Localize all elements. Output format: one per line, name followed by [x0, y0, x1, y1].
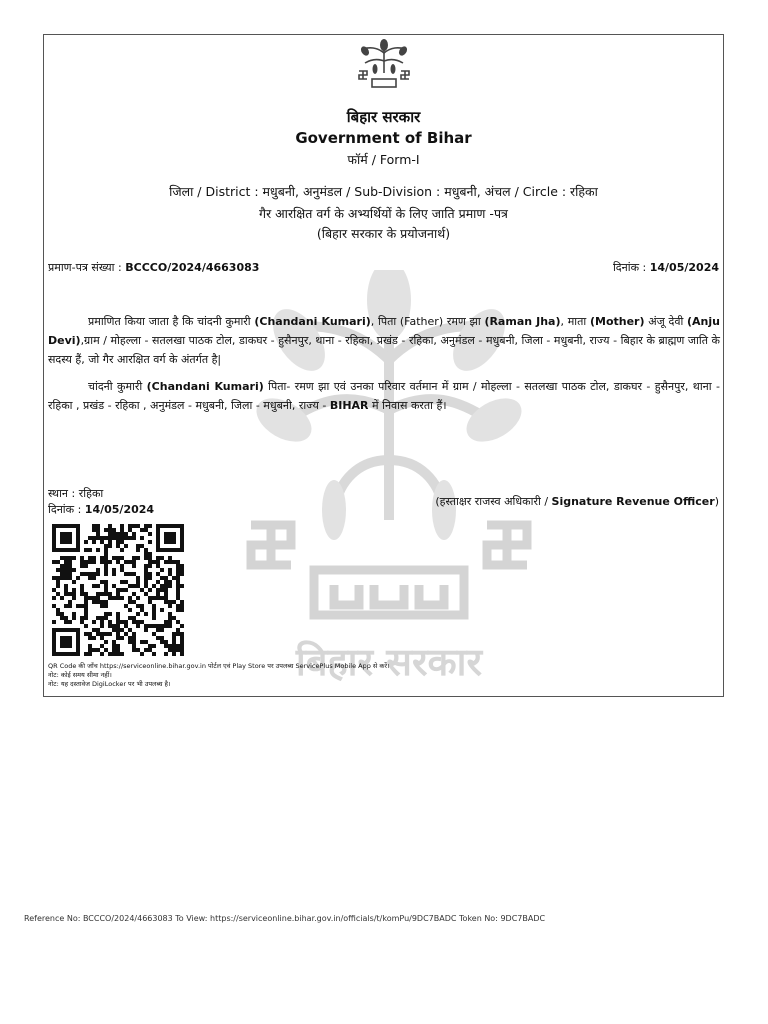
form-label: फॉर्म / Form-I: [347, 152, 420, 167]
note-line: नोट: यह दस्तावेज DigiLocker पर भी उपलब्ध है।: [48, 680, 171, 688]
signature-english: Signature Revenue Officer: [551, 495, 715, 508]
govt-english-title: Government of Bihar: [295, 129, 472, 147]
para1-text: ,ग्राम / मोहल्ला - सतलखा पाठक टोल, डाकघर - हुसैनपुर, थाना - रहिका, प्रखंड - रहिका, अनुमंडल - मधुबनी, जिला - मधुबनी, राज्य - बिहार के ब्राह्मण जाति के सदस्य हैं, जो गैर आरक्षित वर्ग के अंतर्गत है|: [48, 334, 720, 366]
para2-text: में निवास करता हैं।: [368, 399, 447, 412]
certificate-title: गैर आरक्षित वर्ग के अभ्यर्थियों के लिए जाति प्रमाण -पत्र: [259, 206, 508, 221]
certificate-date: [613, 260, 719, 275]
certificate-number-label: प्रमाण-पत्र संख्या :: [48, 261, 122, 274]
govt-hindi-title: बिहार सरकार: [346, 108, 421, 126]
para2-name-en: (Chandani Kumari): [146, 380, 264, 393]
para1-father-en: (Raman Jha): [484, 315, 561, 328]
certificate-paragraph-2: [48, 377, 720, 415]
certificate-date-value: 14/05/2024: [649, 261, 719, 274]
signature-line: [435, 494, 719, 509]
location-line: जिला / District : मधुबनी, अनुमंडल / Sub-Division : मधुबनी, अंचल / Circle : रहिका: [169, 184, 598, 199]
verification-notes: [48, 662, 390, 689]
bihar-emblem-logo: [355, 39, 413, 91]
place-label: स्थान :: [48, 487, 76, 500]
para1-text: अंजू देवी: [644, 315, 688, 328]
place-value: रहिका: [78, 487, 104, 500]
issue-place-date: [48, 486, 154, 518]
certificate-date-label: दिनांक :: [612, 261, 647, 274]
certificate-purpose: (बिहार सरकार के प्रयोजनार्थ): [316, 226, 451, 241]
para1-text: , माता: [560, 315, 590, 328]
watermark-text: बिहार सरकार: [295, 640, 483, 684]
para2-text: चांदनी कुमारी: [88, 380, 147, 393]
note-line: नोट: कोई समय सीमा नहीं।: [48, 671, 112, 679]
para1-mother-label: (Mother): [589, 315, 645, 328]
reference-footer: Reference No: BCCCO/2024/4663083 To View: https://serviceonline.bihar.gov.in/officials/t/komPu/9DC7BADC Token No: 9DC7BADC: [24, 914, 546, 923]
para2-state: BIHAR: [329, 399, 369, 412]
qr-code: [52, 524, 184, 656]
para1-mother-en: (Anju Devi): [48, 315, 720, 347]
para2-text: पिता- रमण झा एवं उनका परिवार वर्तमान में ग्राम / मोहल्ला - सतलखा पाठक टोल, डाकघर - हुसैनपुर, थाना - रहिका , प्रखंड - रहिका , अनुमंडल - मधुबनी, जिला - मधुबनी, राज्य -: [48, 380, 720, 412]
certificate-frame: [43, 34, 724, 697]
certificate-number: [48, 260, 259, 275]
signature-close: ): [714, 495, 719, 508]
issue-date-value: 14/05/2024: [84, 503, 155, 516]
certificate-number-value: BCCCO/2024/4663083: [125, 261, 260, 274]
issue-date-label: दिनांक :: [48, 503, 82, 516]
para1-text: , पिता (Father) रमण झा: [370, 315, 485, 328]
note-line: QR Code की जाँच https://serviceonline.bihar.gov.in पोर्टल एवं Play Store पर उपलब्ध ServicePlus Mobile App से करें।: [48, 662, 390, 670]
certificate-paragraph-1: [48, 312, 720, 369]
para1-name-en: (Chandani Kumari): [254, 315, 371, 328]
signature-hindi: (हस्ताक्षर राजस्व अधिकारी /: [435, 495, 552, 508]
para1-text: प्रमाणित किया जाता है कि चांदनी कुमारी: [88, 315, 255, 328]
